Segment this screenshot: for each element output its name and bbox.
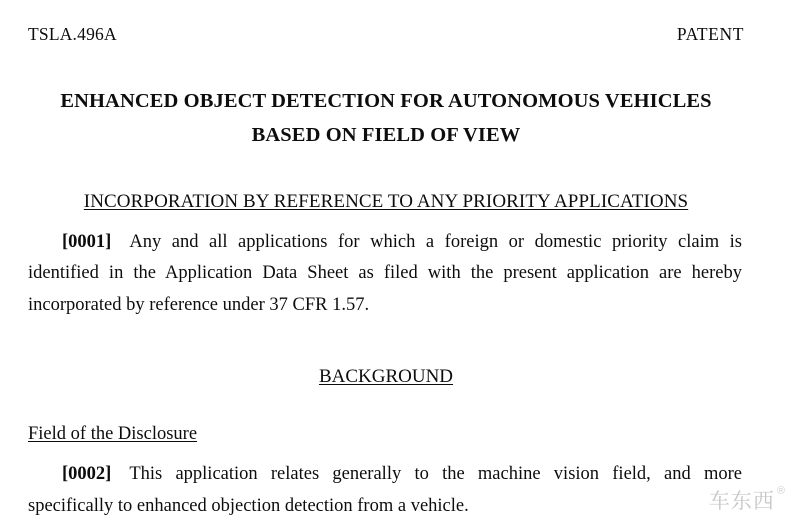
subheading-field-of-disclosure xyxy=(28,424,744,445)
section-heading-background-text: BACKGROUND xyxy=(318,366,454,388)
paragraph-number-0002: [0002] xyxy=(62,464,112,485)
section-heading-background xyxy=(28,366,744,388)
section-heading-incorporation xyxy=(28,191,744,213)
paragraph-text-0002: This application relates generally to the machine vision field, and more specifically to enhanced objection detection from a vehicle. xyxy=(28,464,742,516)
subheading-field-of-disclosure-text: Field of the Disclosure xyxy=(28,424,198,445)
title-line-2: BASED ON FIELD OF VIEW xyxy=(251,123,521,146)
section-heading-incorporation-text: INCORPORATION BY REFERENCE TO ANY PRIORITY APPLICATIONS xyxy=(83,190,689,212)
title-line-1: ENHANCED OBJECT DETECTION FOR AUTONOMOUS VEHICLES xyxy=(60,90,712,112)
paragraph-text-0001: Any and all applications for which a foreign or domestic priority claim is identified in the Application Data Sheet as filed with the present application are hereby incorporated by reference under 37 CFR 1.57. xyxy=(28,231,742,316)
watermark xyxy=(709,485,786,515)
paragraph-number-0001: [0001] xyxy=(62,231,112,252)
watermark-registered-icon: ® xyxy=(776,485,786,497)
watermark-text: 车东西 xyxy=(708,490,775,513)
paragraph-0001 xyxy=(28,227,744,322)
document-title xyxy=(28,85,744,153)
document-classification: PATENT xyxy=(676,24,744,44)
document-header xyxy=(28,24,744,45)
paragraph-0002 xyxy=(28,459,744,523)
docket-number: TSLA.496A xyxy=(28,24,117,44)
